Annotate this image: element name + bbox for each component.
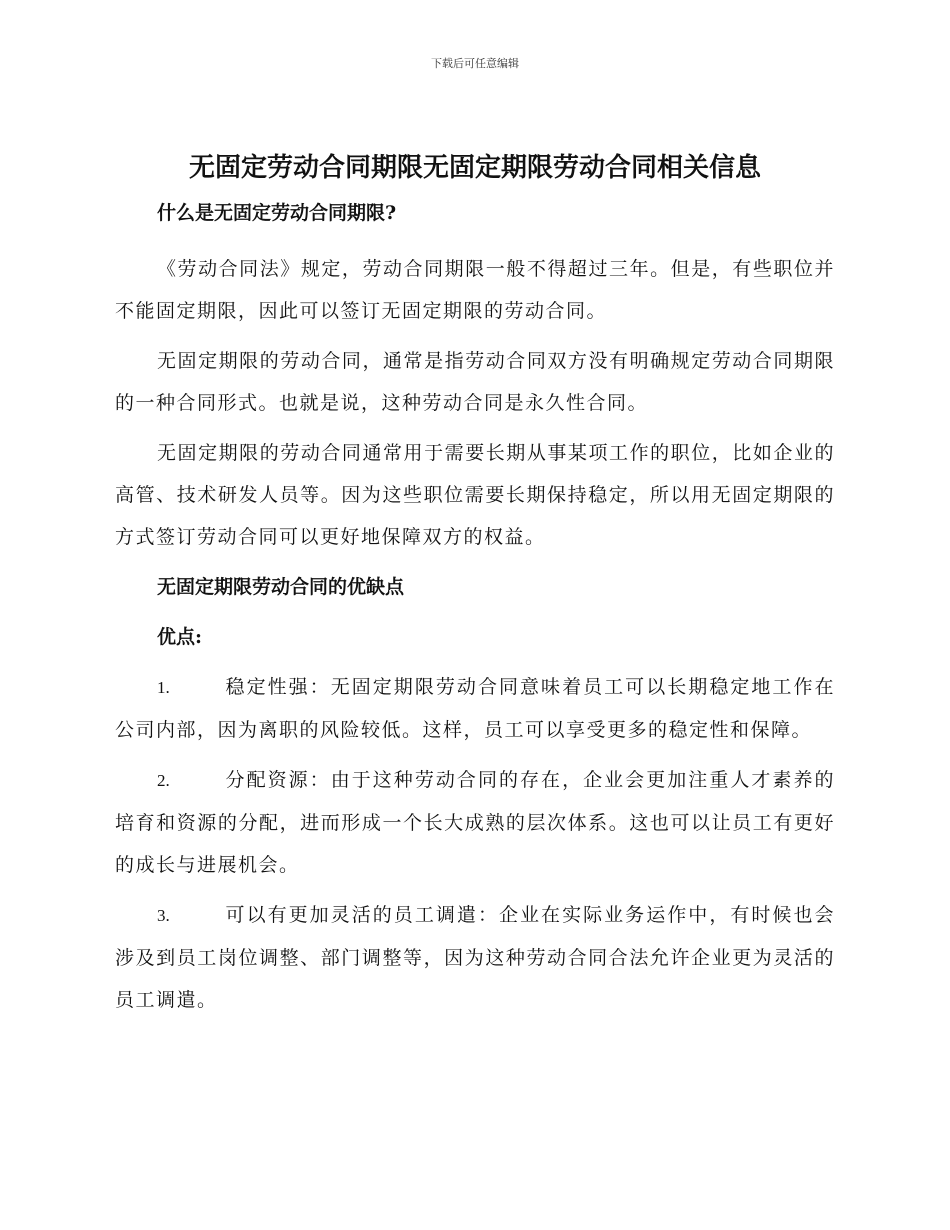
list-number: 1. — [157, 678, 170, 697]
paragraph: 无固定期限的劳动合同，通常是指劳动合同双方没有明确规定劳动合同期限的一种合同形式。也就是说，这种劳动合同是永久性合同。 — [115, 350, 835, 414]
section-heading-pros-cons: 无固定期限劳动合同的优缺点 — [157, 576, 405, 598]
document-body — [115, 200, 835, 1021]
page-title: 无固定劳动合同期限无固定期限劳动合同相关信息 — [188, 153, 761, 183]
pros-label: 优点: — [157, 626, 203, 648]
list-item — [115, 759, 835, 886]
list-number: 2. — [157, 771, 170, 790]
list-item — [115, 666, 835, 751]
list-item-text: 可以有更加灵活的员工调遣：企业在实际业务运作中，有时候也会涉及到员工岗位调整、部门调整等，因为这种劳动合同合法允许企业更为灵活的员工调遣。 — [115, 904, 835, 1011]
paragraph: 无固定期限的劳动合同通常用于需要长期从事某项工作的职位，比如企业的高管、技术研发人员等。因为这些职位需要长期保持稳定，所以用无固定期限的方式签订劳动合同可以更好地保障双方的权益。 — [115, 442, 835, 548]
header-note: 下载后可任意编辑 — [431, 57, 519, 70]
paragraph: 《劳动合同法》规定，劳动合同期限一般不得超过三年。但是，有些职位并不能固定期限，因此可以签订无固定期限的劳动合同。 — [115, 258, 835, 322]
list-item-text: 分配资源：由于这种劳动合同的存在，企业会更加注重人才素养的培育和资源的分配，进而形成一个长大成熟的层次体系。这也可以让员工有更好的成长与进展机会。 — [115, 769, 835, 876]
section-heading-what-is: 什么是无固定劳动合同期限? — [157, 202, 397, 224]
list-number: 3. — [157, 906, 170, 925]
list-item-text: 稳定性强：无固定期限劳动合同意味着员工可以长期稳定地工作在公司内部，因为离职的风险较低。这样，员工可以享受更多的稳定性和保障。 — [115, 676, 835, 741]
list-item — [115, 894, 835, 1021]
